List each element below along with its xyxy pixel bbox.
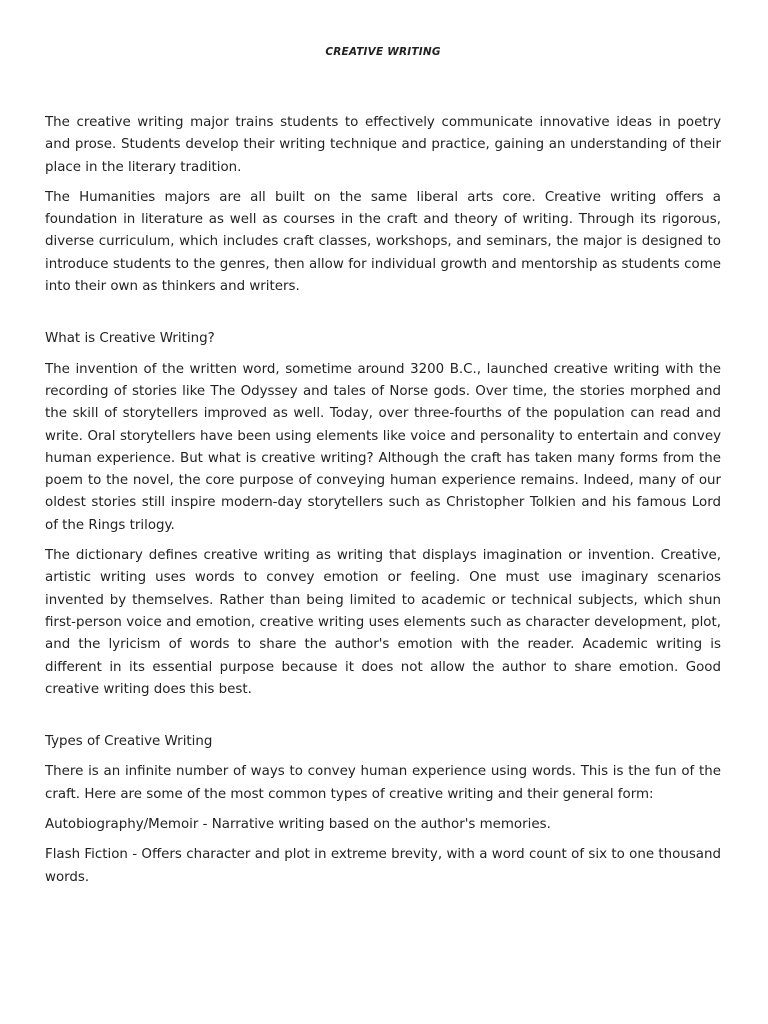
- section-heading-what-is-creative-writing: What is Creative Writing?: [45, 331, 215, 347]
- intro-paragraph-2: The Humanities majors are all built on the same liberal arts core. Creative writing offers a foundation in literature as well as courses in the craft and theory of writing. Through its rigorous, diverse curriculum, which includes craft classes, workshops, and seminars, the major is designed to introduce students to the genres, then allow for individual growth and mentorship as students come into their own as thinkers and writers.: [45, 189, 721, 295]
- intro-paragraph-1: The creative writing major trains students to effectively communicate innovative ideas in poetry and prose. Students develop their writing technique and practice, gaining an understanding of their place in the literary tradition.: [45, 115, 721, 175]
- section-heading-types-of-creative-writing: Types of Creative Writing: [45, 734, 213, 750]
- types-paragraph-flash-fiction: Flash Fiction - Offers character and plot in extreme brevity, with a word count of six to one thousand words.: [45, 847, 721, 885]
- what-paragraph-2: The dictionary defines creative writing as writing that displays imagination or invention. Creative, artistic writing uses words to convey emotion or feeling. One must use imaginary scenarios invented by themselves. Rather than being limited to academic or technical subjects, which shun first-person voice and emotion, creative writing uses elements such as character development, plot, and the lyricism of words to share the author's emotion with the reader. Academic writing is different in its essential purpose because it does not allow the author to share emotion. Good creative writing does this best.: [45, 548, 721, 697]
- what-paragraph-1: The invention of the written word, sometime around 3200 B.C., launched creative writing with the recording of stories like The Odyssey and tales of Norse gods. Over time, the stories morphed and the skill of storytellers improved as well. Today, over three-fourths of the population can read and write. Oral storytellers have been using elements like voice and personality to entertain and convey human experience. But what is creative writing? Although the craft has taken many forms from the poem to the novel, the core purpose of conveying human experience remains. Indeed, many of our oldest stories still inspire modern-day storytellers such as Christopher Tolkien and his famous Lord of the Rings trilogy.: [45, 361, 721, 533]
- document-body: [45, 112, 721, 897]
- document-title: CREATIVE WRITING: [325, 46, 441, 58]
- types-paragraph-1: There is an infinite number of ways to convey human experience using words. This is the fun of the craft. Here are some of the most common types of creative writing and their general form:: [45, 764, 721, 802]
- types-paragraph-autobiography: Autobiography/Memoir - Narrative writing based on the author's memories.: [45, 817, 551, 833]
